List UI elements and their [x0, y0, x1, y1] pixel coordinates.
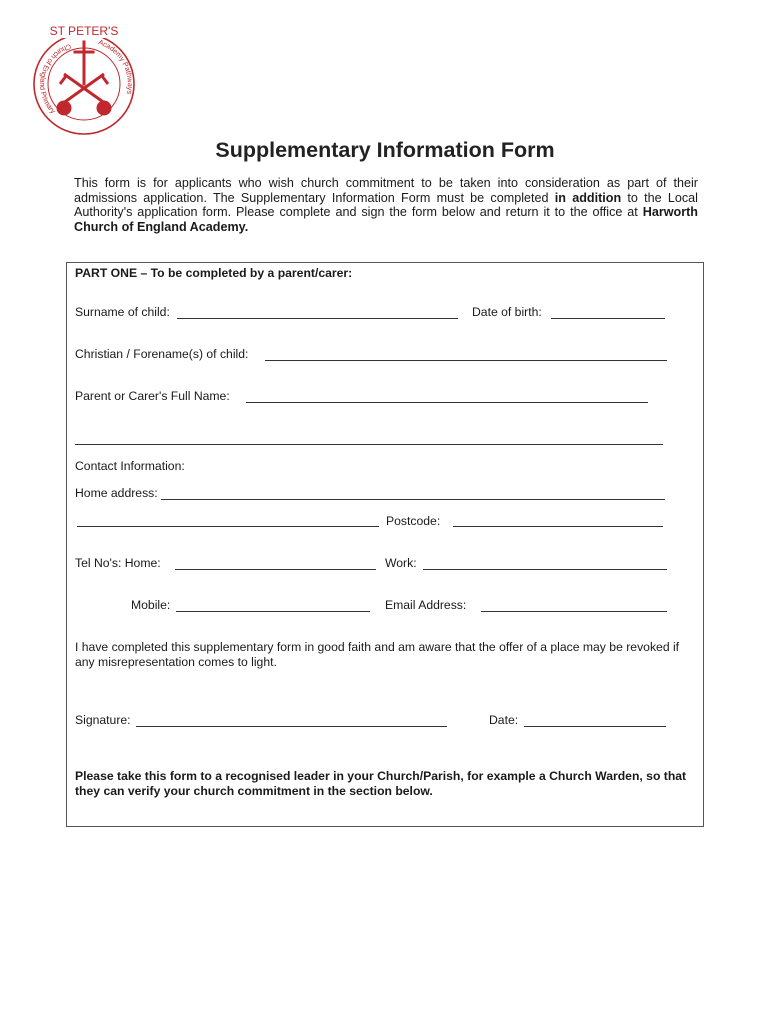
home-address-field-2[interactable]	[77, 526, 379, 527]
work-field[interactable]	[423, 569, 667, 570]
work-label: Work:	[385, 556, 417, 570]
email-field[interactable]	[481, 611, 667, 612]
intro-text-2: to the Local Authority's application form. Please complete and sign the form below and return it to the office at	[74, 190, 698, 220]
tel-home-field[interactable]	[175, 569, 376, 570]
signature-field[interactable]	[136, 726, 447, 727]
forename-field[interactable]	[265, 360, 667, 361]
date-field[interactable]	[524, 726, 666, 727]
instruction-text: Please take this form to a recognised leader in your Church/Parish, for example a Church Warden, so that they can verify your church commitment in the section below.	[75, 769, 687, 798]
intro-bold-2: Harworth Church of England Academy.	[74, 205, 698, 234]
contact-info-label: Contact Information:	[75, 459, 185, 473]
tel-home-label: Tel No's: Home:	[75, 556, 161, 570]
parent-name-field-continued[interactable]	[75, 444, 663, 445]
signature-label: Signature:	[75, 713, 131, 727]
school-logo	[30, 22, 138, 138]
forename-label: Christian / Forename(s) of child:	[75, 347, 249, 361]
logo-school-name: ST PETER'S	[49, 24, 119, 38]
logo-ring-right: Academy Pathways	[97, 37, 135, 96]
parent-name-field[interactable]	[246, 402, 648, 403]
mobile-label: Mobile:	[131, 598, 171, 612]
parent-name-label: Parent or Carer's Full Name:	[75, 389, 230, 403]
dob-label: Date of birth:	[472, 305, 542, 319]
part-one-box	[66, 262, 704, 827]
email-label: Email Address:	[385, 598, 467, 612]
postcode-label: Postcode:	[386, 514, 441, 528]
intro-bold-1: in addition	[554, 190, 622, 205]
dob-field[interactable]	[551, 318, 665, 319]
postcode-field[interactable]	[453, 526, 663, 527]
home-address-field[interactable]	[161, 499, 665, 500]
mobile-field[interactable]	[176, 611, 370, 612]
date-label: Date:	[489, 713, 519, 727]
intro-text-1: This form is for applicants who wish church commitment to be taken into consideration as part of their admissions application. The Supplementary Information Form must be completed	[74, 176, 698, 205]
logo-ring-left: Church of England Primary	[38, 42, 73, 116]
home-address-label: Home address:	[75, 486, 158, 500]
part-one-heading: PART ONE – To be completed by a parent/carer:	[75, 266, 353, 280]
intro-paragraph	[74, 176, 698, 234]
surname-label: Surname of child:	[75, 305, 170, 319]
surname-field[interactable]	[177, 318, 458, 319]
form-title: Supplementary Information Form	[215, 138, 555, 162]
declaration-text: I have completed this supplementary form in good faith and am aware that the offer of a place may be revoked if any misrepresentation comes to light.	[75, 640, 680, 669]
svg-text:Academy Pathways	[97, 37, 135, 95]
